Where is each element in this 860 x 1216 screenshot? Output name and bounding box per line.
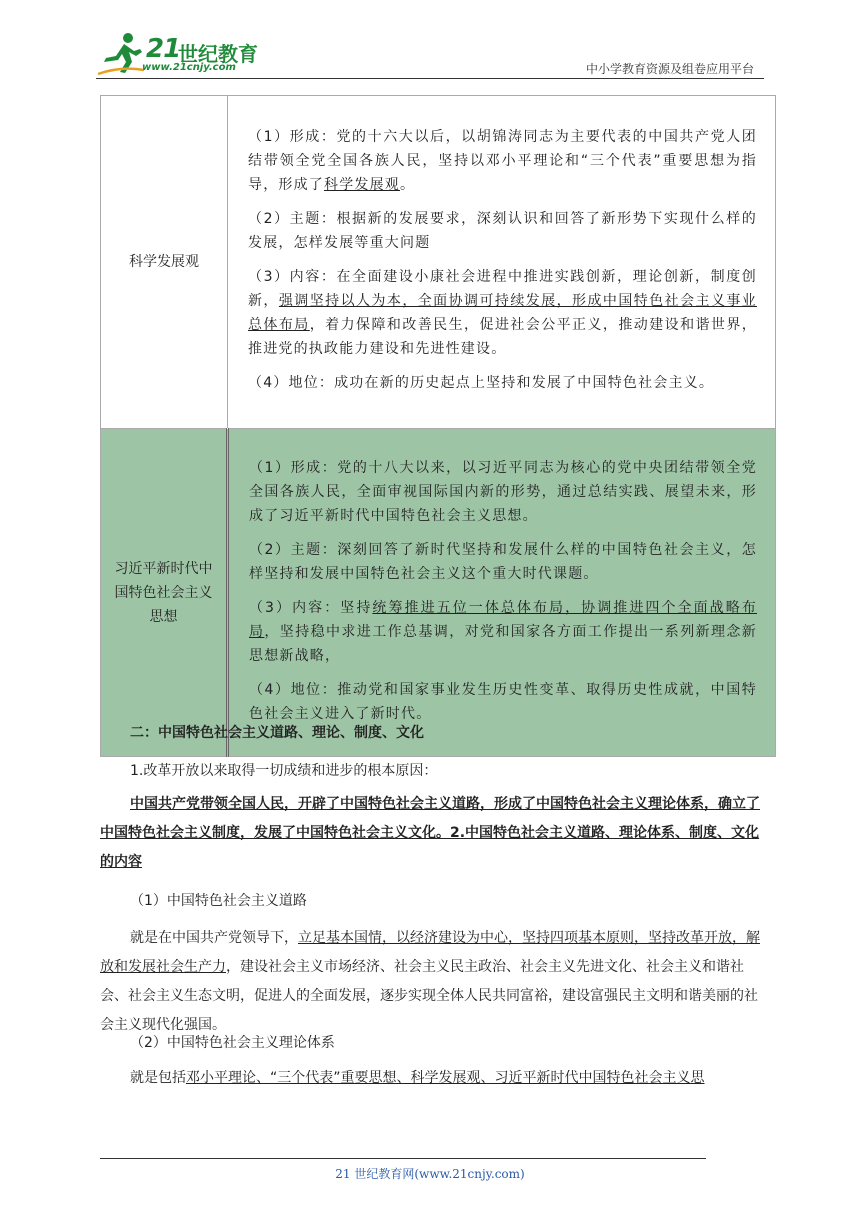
logo-brand-text: 世纪教育 (178, 42, 258, 66)
road-paragraph: 就是在中国共产党领导下，立足基本国情，以经济建设为中心，坚持四项基本原则，坚持改革开放，解放和发展社会生产力，建设社会主义市场经济、社会主义民主政治、社会主义先进文化、社会主义和谐社会、社会主义生态文明，促进人的全面发展，逐步实现全体人民共同富裕，建设富强民主文明和谐美丽的社会主义现代化强国。 (100, 930, 760, 1033)
page-header (96, 30, 764, 78)
table-row (101, 96, 776, 429)
table-row (101, 429, 776, 757)
content-text: （3）内容：在全面建设小康社会进程中推进实践创新，理论创新，制度创新，强调坚持以人为本，全面协调可持续发展，形成中国特色社会主义事业总体布局，着力保障和改善民生，促进社会公平正义，推动建设和谐世界，推进党的执政能力建设和先进性建设。 (248, 269, 758, 357)
logo-url: www.21cnjy.com (142, 62, 236, 73)
formation-text: （1）形成：党的十六大以后，以胡锦涛同志为主要代表的中国共产党人团结带领全党全国各族人民，坚持以邓小平理论和“三个代表”重要思想为指导，形成了科学发展观。 (248, 129, 757, 193)
question-text: 1.改革开放以来取得一切成绩和进步的根本原因： (130, 763, 438, 779)
answer-text: 中国共产党带领全国人民，开辟了中国特色社会主义道路，形成了中国特色社会主义理论体系，确立了中国特色社会主义制度，发展了中国特色社会主义文化。2.中国特色社会主义道路、理论体系、制度、文化的内容 (100, 796, 760, 870)
subheading-road: （1）中国特色社会主义道路 (130, 893, 307, 909)
status-text: （4）地位：成功在新的历史起点上坚持和发展了中国特色社会主义。 (248, 375, 715, 391)
row-label: 科学发展观 (101, 96, 228, 429)
logo-number: 21 (146, 34, 181, 64)
subheading-theory: （2）中国特色社会主义理论体系 (130, 1035, 335, 1051)
theme-text: （2）主题：根据新的发展要求，深刻认识和回答了新形势下实现什么样的发展，怎样发展等重大问题 (248, 211, 757, 251)
theory-paragraph: 就是包括邓小平理论、“三个代表”重要思想、科学发展观、习近平新时代中国特色社会主义思 (130, 1070, 705, 1086)
row-content (228, 96, 776, 429)
section-title: 二：中国特色社会主义道路、理论、制度、文化 (130, 725, 424, 741)
footer-link[interactable]: 21 世纪教育网(www.21cnjy.com) (335, 1167, 525, 1181)
formation-text: （1）形成：党的十八大以来，以习近平同志为核心的党中央团结带领全党全国各族人民，全面审视国际国内新的形势，通过总结实践、展望未来，形成了习近平新时代中国特色社会主义思想。 (249, 459, 757, 524)
row-content (228, 429, 776, 757)
platform-name: 中小学教育资源及组卷应用平台 (585, 62, 754, 76)
theme-text: （2）主题：深刻回答了新时代坚持和发展什么样的中国特色社会主义，怎样坚持和发展中国特色社会主义这个重大时代课题。 (249, 541, 757, 582)
runner-logo-icon (96, 30, 146, 76)
site-logo (96, 30, 266, 76)
content-text: （3）内容：坚持统筹推进五位一体总体布局，协调推进四个全面战略布局，坚持稳中求进工作总基调，对党和国家各方面工作提出一系列新理念新思想新战略， (249, 599, 757, 664)
content-table (100, 95, 776, 757)
header-divider (96, 78, 764, 79)
footer-divider (100, 1158, 706, 1159)
status-text: （4）地位：推动党和国家事业发生历史性变革、取得历史性成就，中国特色社会主义进入了新时代。 (249, 681, 757, 722)
row-label: 习近平新时代中国特色社会主义思想 (101, 429, 228, 757)
